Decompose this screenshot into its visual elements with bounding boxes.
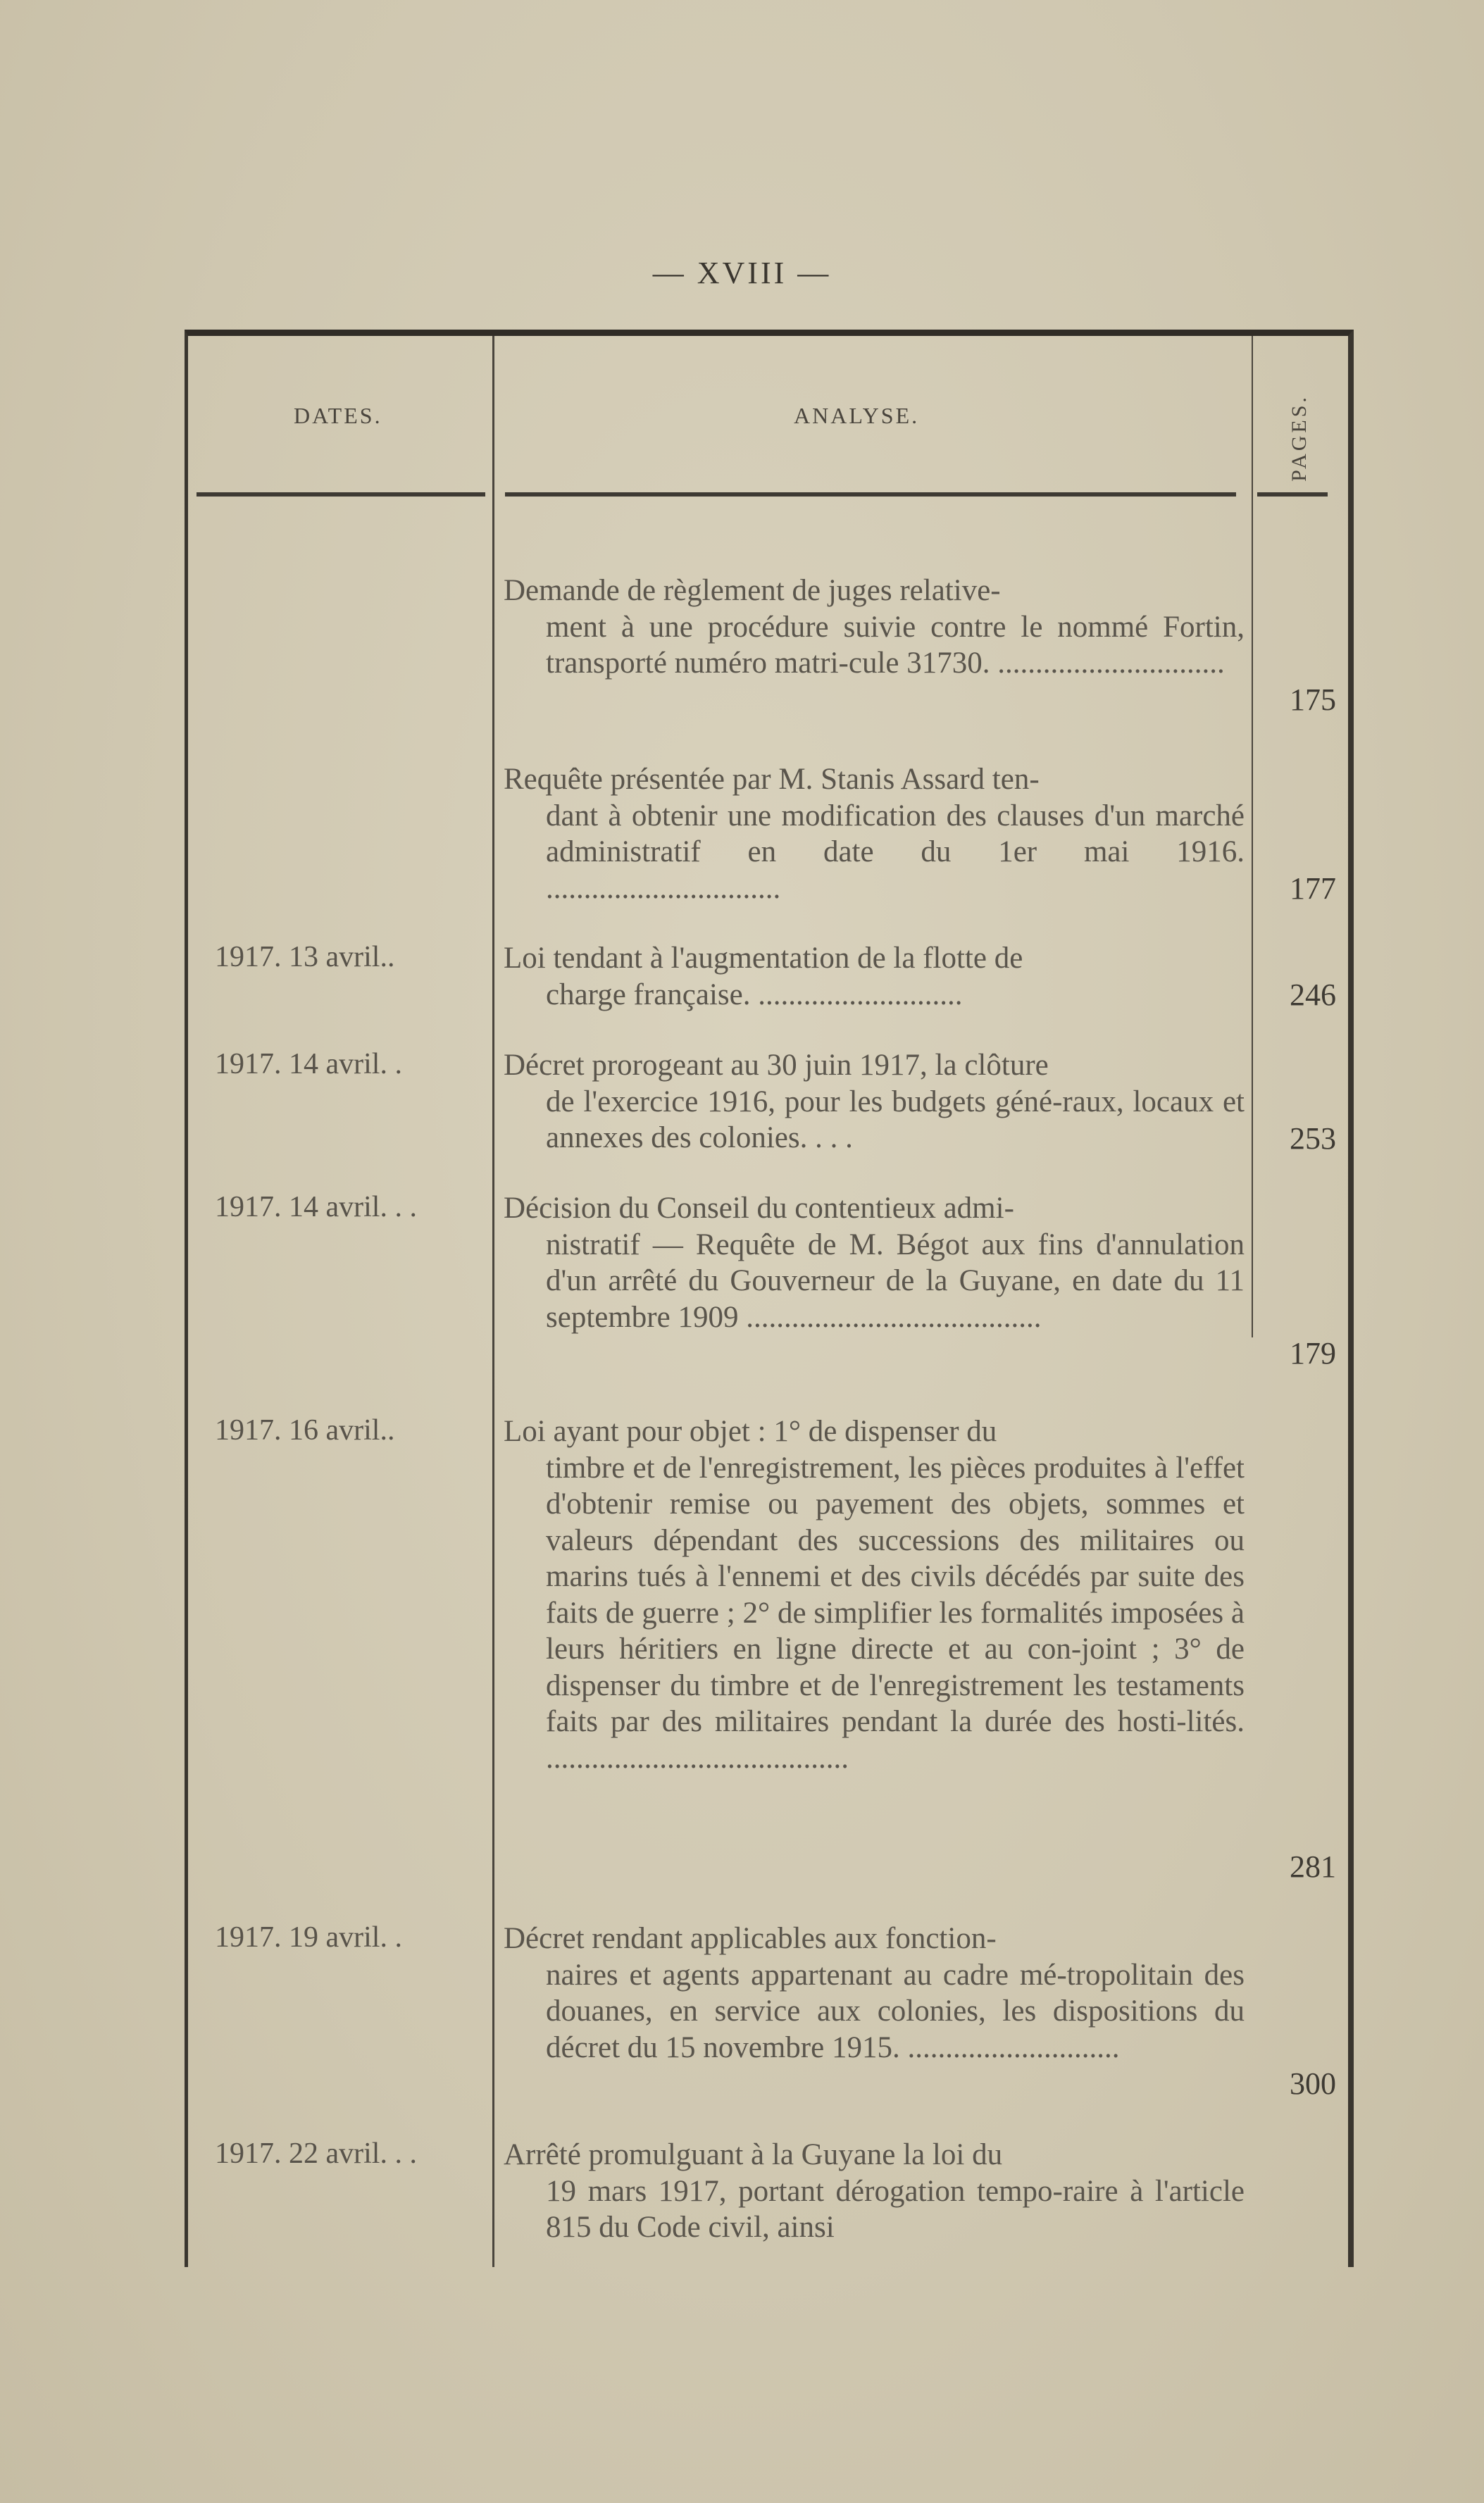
entry-page: 300 (1290, 2066, 1336, 2101)
entry-date: 1917. 13 avril.. (215, 941, 395, 973)
column-divider (1252, 336, 1253, 1337)
analysis-continuation: 19 mars 1917, portant dérogation tempo-raire à l'article 815 du Code civil, ainsi (546, 2174, 1245, 2244)
entry-page: 246 (1290, 978, 1336, 1012)
page-header: — XVIII — (652, 256, 832, 290)
analysis-continuation: timbre et de l'enregistrement, les pièces produites à l'effet d'obtenir remise ou payement des objets, sommes et valeurs dépendant des successions des militaires ou marins tués à l'ennemi et des civils décédés par suite des faits de guerre ; 2° de simplifier les formalités imposées à leurs héritiers en ligne directe et au con-joint ; 3° de dispenser du timbre et de l'enregistrement les testaments faits par des militaires pendant la durée des hosti-lités. ........................................ (546, 1451, 1245, 1775)
header-pages (1271, 378, 1328, 498)
analysis-continuation: nistratif — Requête de M. Bégot aux fins d'annulation d'un arrêté du Gouverneur de la Guyane, en date du 11 septembre 1909 ....................................... (546, 1228, 1245, 1334)
analysis-continuation: naires et agents appartenant au cadre mé-tropolitain des douanes, en service aux colonies, les dispositions du décret du 15 novembre 1915. ............................ (546, 1958, 1245, 2064)
entry-analysis (504, 1921, 1245, 2066)
analysis-continuation: dant à obtenir une modification des clauses d'un marché administratif en date du 1er mai 1916. ............................... (546, 799, 1245, 905)
analysis-continuation: de l'exercice 1916, pour les budgets géné-raux, locaux et annexes des colonies. . . . (546, 1085, 1245, 1154)
analysis-first-line: Décret rendant applicables aux fonction- (504, 1922, 997, 1955)
index-table (185, 330, 1354, 2267)
header-rule (505, 492, 1236, 497)
column-divider (492, 336, 494, 2267)
entry-page: 177 (1290, 871, 1336, 906)
entry-analysis (504, 1190, 1245, 1335)
header-rule (197, 492, 485, 497)
analysis-first-line: Arrêté promulguant à la Guyane la loi du (504, 2138, 1003, 2171)
header-pages-label: PAGES. (1287, 394, 1311, 482)
analysis-continuation: charge française. ........................... (546, 978, 963, 1011)
header-dates: DATES. (294, 403, 382, 428)
entry-analysis (504, 940, 1245, 1013)
entry-date: 1917. 14 avril. . . (215, 1191, 417, 1223)
entry-analysis (504, 2137, 1245, 2246)
entry-date: 1917. 22 avril. . . (215, 2137, 417, 2170)
entry-date: 1917. 19 avril. . (215, 1921, 402, 1954)
entry-analysis (504, 1413, 1245, 1776)
entry-page: 175 (1290, 682, 1336, 717)
entry-analysis (504, 573, 1245, 682)
analysis-continuation: ment à une procédure suivie contre le nommé Fortin, transporté numéro matri-cule 31730. .............................. (546, 610, 1245, 680)
entry-date: 1917. 16 avril.. (215, 1414, 395, 1447)
entry-page: 253 (1290, 1121, 1336, 1156)
entry-date: 1917. 14 avril. . (215, 1048, 402, 1080)
entry-analysis (504, 1047, 1245, 1156)
analysis-first-line: Demande de règlement de juges relative- (504, 574, 1001, 607)
analysis-first-line: Décret prorogeant au 30 juin 1917, la clôture (504, 1049, 1049, 1082)
entry-page: 281 (1290, 1849, 1336, 1884)
analysis-first-line: Requête présentée par M. Stanis Assard ten- (504, 763, 1040, 796)
analysis-first-line: Décision du Conseil du contentieux admi- (504, 1192, 1014, 1225)
entry-analysis (504, 761, 1245, 906)
entry-page: 179 (1290, 1336, 1336, 1371)
header-analyse: ANALYSE. (794, 403, 920, 428)
analysis-first-line: Loi ayant pour objet : 1° de dispenser du (504, 1415, 997, 1448)
analysis-first-line: Loi tendant à l'augmentation de la flotte de (504, 942, 1023, 975)
header-rule (1257, 492, 1328, 497)
